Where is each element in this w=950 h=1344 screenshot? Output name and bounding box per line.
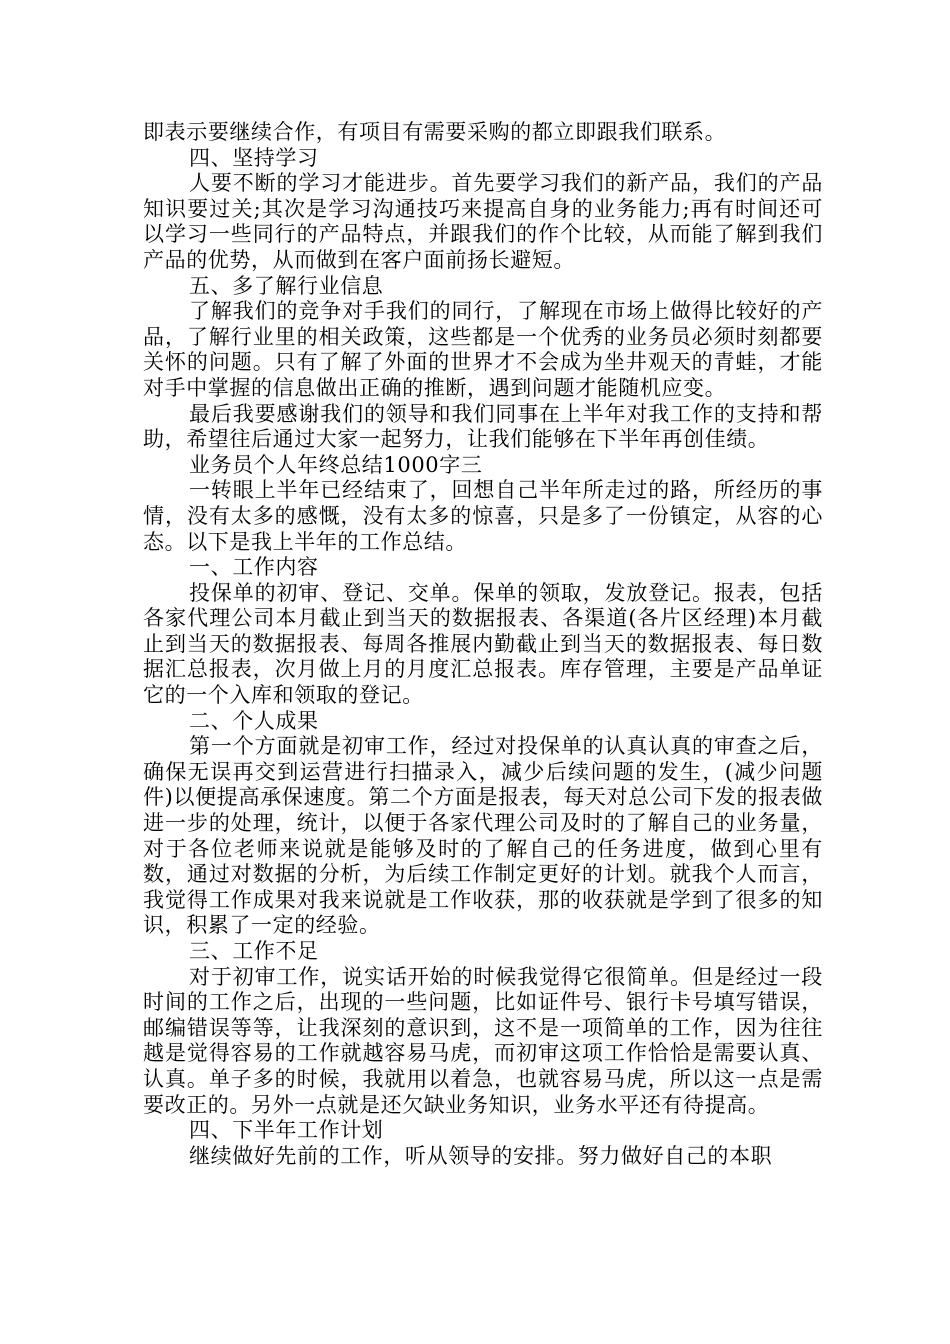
body-paragraph: 人要不断的学习才能进步。首先要学习我们的新产品，我们的产品知识要过关;其次是学习沟通技巧来提高自身的业务能力;再有时间还可以学习一些同行的产品特点，并跟我们的作个比较，从而能了解到我们产品的优势，从而做到在客户面前扬长避短。 bbox=[143, 171, 823, 272]
section-heading: 四、下半年工作计划 bbox=[189, 1118, 384, 1143]
body-paragraph: 对于初审工作，说实话开始的时候我觉得它很简单。但是经过一段时间的工作之后，出现的一些问题，比如证件号、银行卡号填写错误，邮编错误等等，让我深刻的意识到，这不是一项简单的工作，因为往往越是觉得容易的工作就越容易马虎，而初审这项工作恰恰是需要认真、认真。单子多的时候，我就用以着急，也就容易马虎，所以这一点是需要改正的。另外一点就是还欠缺业务知识，业务水平还有待提高。 bbox=[143, 964, 823, 1117]
body-paragraph: 一转眼上半年已经结束了，回想自己半年所走过的路，所经历的事情，没有太多的感慨，没有太多的惊喜，只是多了一份镇定，从容的心态。以下是我上半年的工作总结。 bbox=[143, 478, 823, 554]
body-paragraph: 第一个方面就是初审工作，经过对投保单的认真认真的审查之后，确保无误再交到运营进行扫描录入，减少后续问题的发生，(减少问题件)以便提高承保速度。第二个方面是报表，每天对总公司下发的报表做进一步的处理，统计，以便于各家代理公司及时的了解自己的业务量，对于各位老师来说就是能够及时的了解自己的任务进度，做到心里有数，通过对数据的分析，为后续工作制定更好的计划。就我个人而言，我觉得工作成果对我来说就是工作收获，那的收获就是学到了很多的知识，积累了一定的经验。 bbox=[143, 734, 823, 938]
document-page bbox=[143, 120, 823, 1169]
section-heading: 二、个人成果 bbox=[189, 708, 319, 733]
section-heading: 三、工作不足 bbox=[189, 939, 319, 963]
paragraph-continuation: 即表示要继续合作，有项目有需要采购的都立即跟我们联系。 bbox=[143, 120, 727, 144]
section-heading: 四、坚持学习 bbox=[189, 145, 319, 170]
body-paragraph: 投保单的初审、登记、交单。保单的领取，发放登记。报表，包括各家代理公司本月截止到当天的数据报表、各渠道(各片区经理)本月截止到当天的数据报表、每周各推展内勤截止到当天的数据报表、每日数据汇总报表，次月做上月的月度汇总报表。库存管理，主要是产品单证它的一个入库和领取的登记。 bbox=[143, 580, 823, 708]
body-paragraph: 继续做好先前的工作，听从领导的安排。努力做好自己的本职 bbox=[189, 1143, 773, 1168]
body-paragraph: 最后我要感谢我们的领导和我们同事在上半年对我工作的支持和帮助，希望往后通过大家一起努力，让我们能够在下半年再创佳绩。 bbox=[143, 401, 823, 452]
section-heading: 五、多了解行业信息 bbox=[189, 273, 384, 298]
body-paragraph: 了解我们的竞争对手我们的同行，了解现在市场上做得比较好的产品，了解行业里的相关政策，这些都是一个优秀的业务员必须时刻都要关怀的问题。只有了解了外面的世界才不会成为坐井观天的青蛙，才能对手中掌握的信息做出正确的推断，遇到问题才能随机应变。 bbox=[143, 299, 823, 400]
section-heading: 一、工作内容 bbox=[189, 555, 319, 580]
document-subtitle: 业务员个人年终总结1000字三 bbox=[189, 452, 483, 477]
